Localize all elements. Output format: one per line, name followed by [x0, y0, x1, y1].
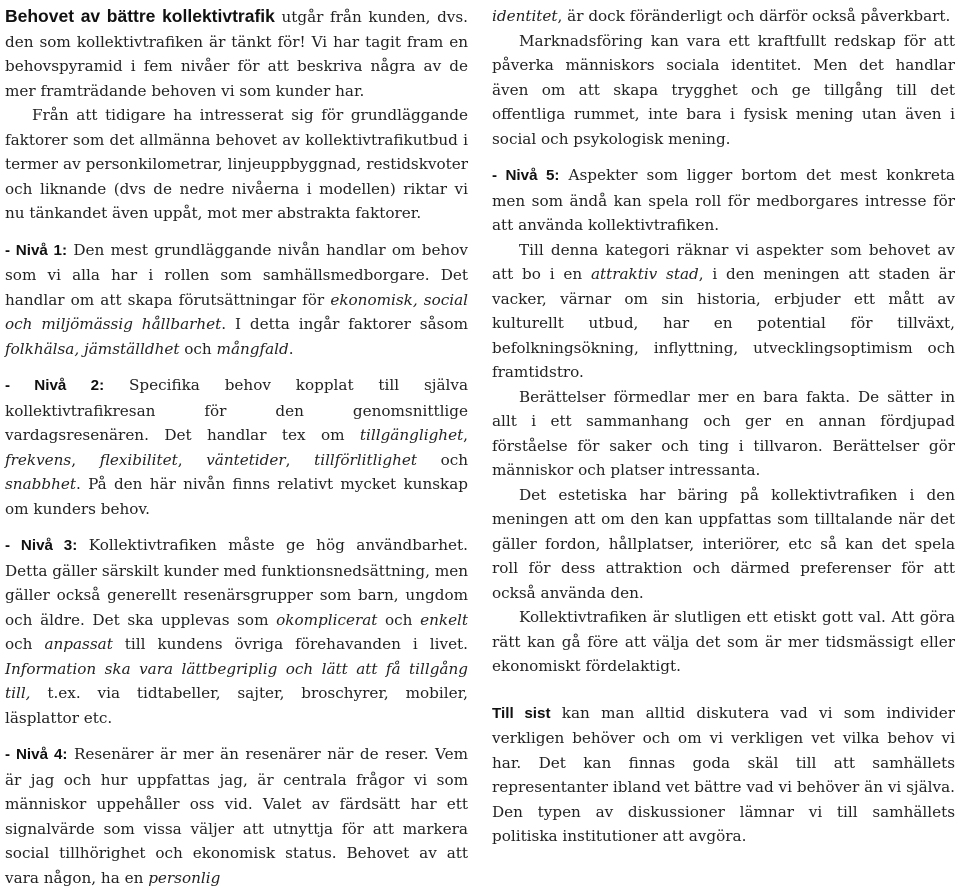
- level-4-continuation: identitet, är dock föränderligt och därför också påverkbart.: [492, 7, 951, 25]
- level-4-label: - Nivå 4:: [5, 746, 68, 763]
- level-3-label: - Nivå 3:: [5, 537, 78, 554]
- level-1-label: - Nivå 1:: [5, 241, 68, 259]
- aesthetic-paragraph: Det estetiska har bäring på kollektivtrafiken i den meningen att om den kan uppfattas som tilltalande när det gäller fordon, hållplatser, interiörer, etc så kan det spela roll för dess attraktion och därmed preferenser för att också använda den.: [492, 485, 955, 602]
- stories-paragraph: Berättelser förmedlar mer en bara fakta. De sätter in allt i ett sammanhang och ger en annan fördjupad förståelse för saker och ting i tillvaron. Berättelser gör människor och platser intressanta.: [492, 387, 955, 479]
- marketing-paragraph: Marknadsföring kan vara ett kraftfullt redskap för att påverka människors sociala identitet. Men det handlar även om att skapa trygghet och ge tillgång till det offentliga rummet, inte bara i fysisk mening utan även i social och psykologisk mening.: [492, 31, 955, 148]
- ethics-paragraph: Kollektivtrafiken är slutligen ett etiskt gott val. Att göra rätt kan gå före att välja det som är mer tidsmässigt eller ekonomiskt fördelaktigt.: [492, 608, 955, 675]
- level-2-paragraph: - Nivå 2: Specifika behov kopplat till själva kollektivtrafikresan för den genomsnittlige vardagsresenären. Det handlar tex om tillgänglighet, frekvens, flexibilitet, väntetider, tillförlitlighet och snabbhet. På den här nivån finns relativt mycket kunskap om kunders behov.: [5, 376, 469, 518]
- level-1-paragraph: - Nivå 1: Den mest grundläggande nivån handlar om behov som vi alla har i rollen som samhällsmedborgare. Det handlar om att skapa förutsättningar för ekonomisk, social och miljömässig hållbarhet. I detta ingår faktorer såsom folkhälsa, jämställdhet och mångfald.: [5, 240, 469, 358]
- level-4-paragraph: - Nivå 4: Resenärer är mer än resenärer när de reser. Vem är jag och hur uppfattas jag, är centrala frågor vi som människor uppehåller oss vid. Valet av färdsätt har ett signalvärde som vissa väljer att utnyttja för att markera social tillhörighet och ekonomisk status. Behovet av att vara någon, ha en personlig: [5, 745, 468, 887]
- section-heading: Behovet av bättre kollektivtrafik: [5, 6, 275, 26]
- final-paragraph: Till sist kan man alltid diskutera vad vi som individer verkligen behöver och om vi verkligen vet vilka behov vi har. Det kan finnas goda skäl till att samhällets representanter ibland vet bättre vad vi behöver än vi själva. Den typen av diskussioner lämnar vi till samhällets politiska institutioner att avgöra.: [492, 703, 955, 845]
- intro-paragraph: Behovet av bättre kollektivtrafik utgår från kunden, dvs. den som kollektivtrafiken är tänkt för! Vi har tagit fram en behovspyramid i fem nivåer för att beskriva några av de mer framträdande behoven vi som kunder har.: [5, 6, 468, 100]
- level-3-paragraph: - Nivå 3: Kollektivtrafiken måste ge hög användbarhet. Detta gäller särskilt kunder med funktionsnedsättning, men gäller också generellt resenärsgrupper som barn, ungdom och äldre. Det ska upplevas som okomplicerat och enkelt och anpassat till kundens övriga förehavanden i livet. Information ska vara lättbegriplig och lätt att få tillgång till, t.ex. via tidtabeller, sajter, broschyrer, mobiler, läsplattor etc.: [5, 536, 469, 727]
- right-column: [492, 4, 955, 849]
- level-5-paragraph: - Nivå 5: Aspekter som ligger bortom det mest konkreta men som ändå kan spela roll för medborgares intresse för att använda kollektivtrafiken.: [492, 166, 955, 234]
- level-2-label: - Nivå 2:: [5, 377, 105, 394]
- attractive-city-paragraph: Till denna kategori räknar vi aspekter som behovet av att bo i en attraktiv stad, i den meningen att staden är vacker, värnar om sin historia, erbjuder ett mått av kulturellt utbud, har en potential för tillväxt, befolkningsökning, inflyttning, utvecklingsoptimism och framtidstro.: [492, 240, 955, 381]
- final-label: Till sist: [492, 704, 551, 722]
- context-paragraph: Från att tidigare ha intresserat sig för grundläggande faktorer som det allmänna behovet av kollektivtrafikutbud i termer av personkilometrar, linjeuppbyggnad, restidskvoter och liknande (dvs de nedre nivåerna i modellen) riktar vi nu tänkandet även uppåt, mot mer abstrakta faktorer.: [5, 106, 468, 222]
- level-5-label: - Nivå 5:: [492, 167, 560, 184]
- left-column: [5, 4, 468, 890]
